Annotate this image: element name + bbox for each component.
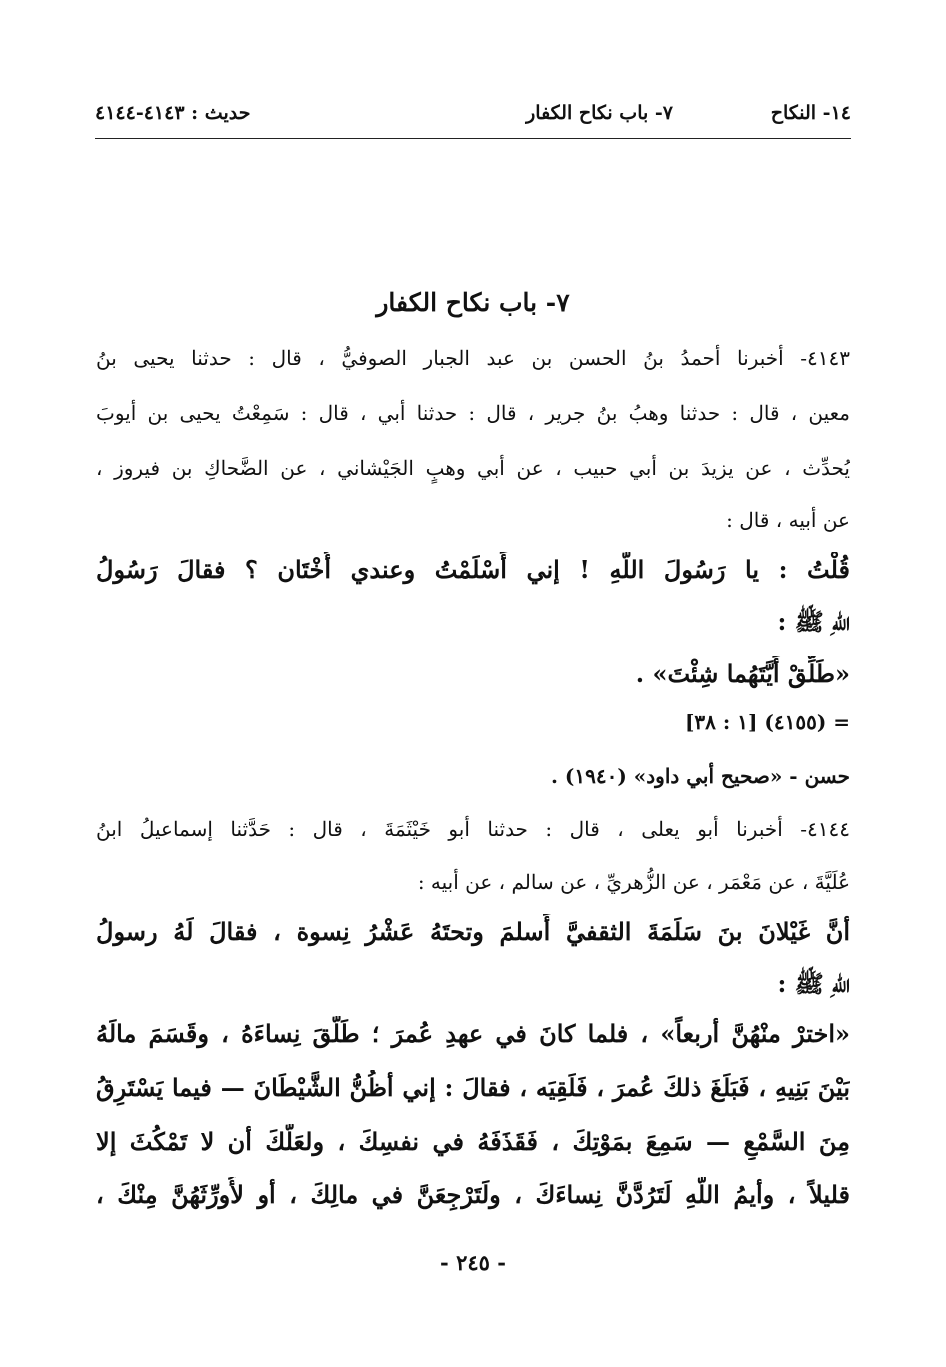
hadith-4144-matn-line-2: اللّهِ ﷺ :	[777, 969, 850, 998]
chapter-title: ٧- باب نكاح الكفار	[376, 288, 570, 317]
hadith-4144-text-line-2: بَيْنَ بَنِيهِ ، فَبَلَغَ ذلكَ عُمرَ ، فَلَقِيَه ، فقالَ : إني أظُنُّ الشَّيْطَانَ — فيما يَسْتَرِقُ	[96, 1073, 850, 1102]
hadith-4143-isnad-line-2: معين ، قال : حدثنا وهبُ بنُ جرير ، قال : حدثنا أبي ، قال : سَمِعْتُ يحيى بن أيوبَ	[96, 401, 850, 425]
hadith-4143-isnad-line-1: ٤١٤٣- أخبرنا أحمدُ بنُ الحسن بن عبد الجبار الصوفيُّ ، قال : حدثنا يحيى بنُ	[96, 346, 850, 370]
hadith-4143-matn-line-1: قُلْتُ : يا رَسُولَ اللّهِ ! إني أَسْلَمْتُ وعندي أُخْتَان ؟ فقالَ رَسُولُ	[96, 555, 850, 584]
hadith-4144-text-line-3: مِنَ السَّمْعِ — سَمِعَ بمَوْتِكَ ، فَقَذَفَهُ في نفسِكَ ، ولعَلَّكَ أن لا تَمْكُثَ إلا	[96, 1127, 850, 1156]
hadith-4144-text-line-4: قليلاً ، وأيمُ اللّهِ لَتَرُدَّنَّ نِساءَكَ ، ولَتَرْجِعَنَّ في مالِكَ ، أو لأُورِّثَهُنَّ مِنْكَ ،	[96, 1180, 850, 1209]
hadith-4144-isnad-line-2: عُلَيَّةَ ، عن مَعْمَر ، عن الزُّهريِّ ، عن سالم ، عن أبيه :	[417, 870, 850, 894]
hadith-4143-isnad-line-3: يُحدِّث ، عن يزيدَ بن أبي حبيب ، عن أبي وهبٍ الجَيْشاني ، عن الضَّحاكِ بن فيروز ،	[96, 456, 850, 480]
header-hadith-range: حديث : ٤١٤٣-٤١٤٤	[95, 102, 251, 124]
header-book-title: ١٤- النكاح	[770, 102, 851, 124]
header-chapter-title: ٧- باب نكاح الكفار	[526, 102, 673, 124]
hadith-4143-quote: «طَلِّقْ أَيَّتَهُما شِئْتَ» .	[635, 659, 850, 688]
hadith-4143-cross-reference: = (٤١٥٥) [١ : ٣٨]	[684, 710, 850, 734]
hadith-4144-text-line-1: «اخترْ منْهُنَّ أربعاً» ، فلما كانَ في عهدِ عُمرَ ؛ طَلَّقَ نِساءَهُ ، وقَسَمَ مالَهُ	[96, 1019, 850, 1048]
hadith-4143-isnad-line-4: عن أبيه ، قال :	[726, 508, 850, 532]
running-header	[95, 96, 851, 139]
hadith-4144-matn-line-1: أنَّ غَيْلانَ بنَ سَلَمَةَ الثقفيَّ أَسلمَ وتحتَهُ عَشْرُ نِسوة ، فقالَ لَهُ رسولُ	[96, 917, 850, 946]
hadith-4143-grade: حسن - «صحيح أبي داود» (١٩٤٠) .	[550, 764, 850, 788]
hadith-4143-matn-line-2: اللّهِ ﷺ :	[777, 607, 850, 636]
hadith-4144-isnad-line-1: ٤١٤٤- أخبرنا أبو يعلى ، قال : حدثنا أبو خَيْثَمَةَ ، قال : حَدَّثنا إسماعيلُ ابنُ	[96, 817, 850, 841]
page-number: - ٢٤٥ -	[440, 1250, 506, 1275]
